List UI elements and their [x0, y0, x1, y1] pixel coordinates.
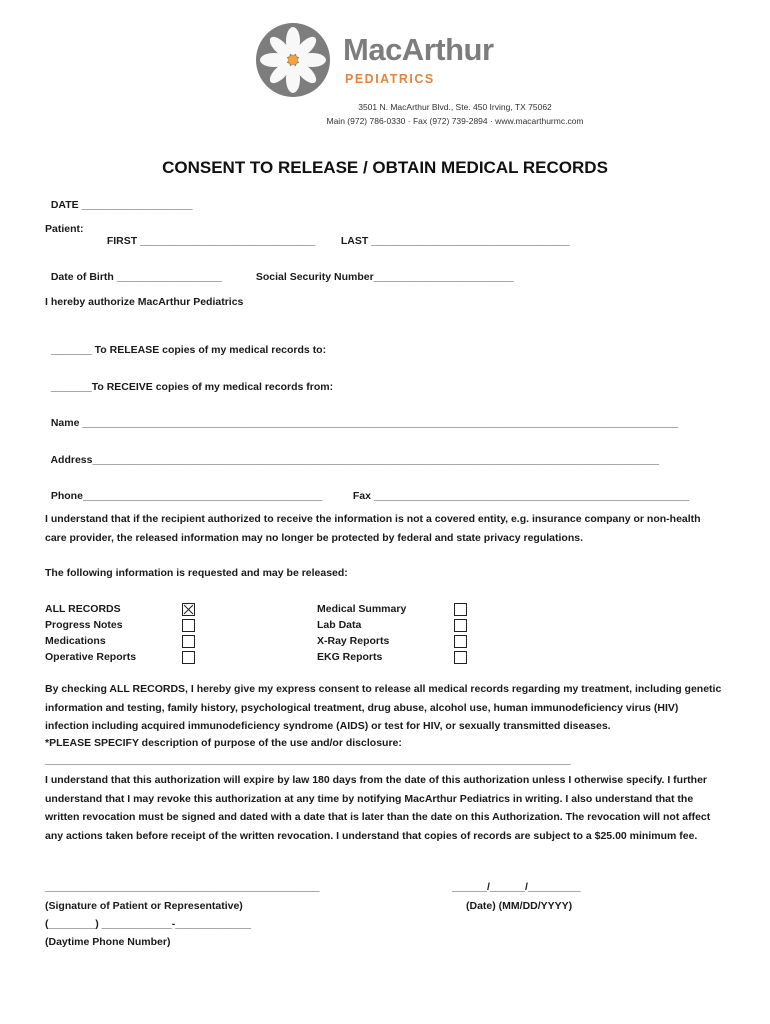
recipient-fax-field[interactable] — [347, 478, 689, 502]
date-blank[interactable]: ___________________ — [81, 199, 193, 211]
receive-option[interactable] — [45, 369, 333, 393]
date-label: DATE — [50, 199, 79, 211]
fax-blank[interactable]: ______________________________________________________ — [373, 490, 690, 502]
macarthur-logo-icon — [255, 22, 331, 98]
last-blank[interactable]: __________________________________ — [371, 235, 570, 247]
name-blank[interactable]: ______________________________________________________________________________________________________ — [82, 417, 679, 429]
daytime-phone-blank[interactable]: (________) ____________-_____________ — [45, 918, 252, 930]
checkbox-progress-notes[interactable] — [182, 619, 195, 632]
ssn-field[interactable] — [250, 259, 514, 283]
record-label-all-records: ALL RECORDS — [45, 603, 121, 615]
checkbox-xray-reports[interactable] — [454, 635, 467, 648]
checkmark-x-icon — [183, 604, 194, 615]
ssn-label: Social Security Number — [255, 271, 374, 283]
first-label: FIRST — [106, 235, 138, 247]
checkbox-all-records[interactable] — [182, 603, 195, 616]
brand-subtitle: PEDIATRICS — [345, 72, 435, 86]
name-label: Name — [50, 417, 80, 429]
checkbox-operative-reports[interactable] — [182, 651, 195, 664]
checkbox-lab-data[interactable] — [454, 619, 467, 632]
requested-info-text: The following information is requested and may be released: — [45, 567, 348, 579]
dob-blank[interactable]: __________________ — [116, 271, 222, 283]
authorize-text: I hereby authorize MacArthur Pediatrics — [45, 296, 244, 308]
address-line-2: Main (972) 786-0330 · Fax (972) 739-2894 · www.macarthurmc.com — [326, 116, 584, 126]
record-label-medications: Medications — [45, 635, 106, 647]
signature-date-label: (Date) (MM/DD/YYYY) — [466, 900, 573, 912]
phone-label: Phone — [50, 490, 83, 502]
address-label: Address — [50, 454, 93, 466]
first-name-field[interactable] — [101, 223, 315, 247]
record-label-progress-notes: Progress Notes — [45, 619, 123, 631]
record-label-ekg-reports: EKG Reports — [317, 651, 383, 663]
release-text: To RELEASE copies of my medical records to: — [94, 344, 327, 356]
signature-date-blank[interactable]: ______/______/_________ — [452, 881, 581, 893]
brand-name: MacArthur — [343, 32, 494, 67]
date-field[interactable] — [45, 187, 193, 211]
record-label-medical-summary: Medical Summary — [317, 603, 407, 615]
receive-blank[interactable]: _______ — [50, 381, 92, 393]
expiration-revocation-text: I understand that this authorization will expire by law 180 days from the date of this authorization unless I otherwise specify. I further understand that I may revoke this authorization at any time by notifying MacArthur Pediatrics in writing. I also understand that the written revocation must be signed and dated with a date that is later than the date on this Authorization. The revocation will not affect any actions taken before receipt of the written revocation. I understand that copies of records are subject to a $25.00 minimum fee. — [45, 774, 711, 842]
first-blank[interactable]: ______________________________ — [140, 235, 316, 247]
patient-label: Patient: — [45, 223, 84, 235]
covered-entity-notice: I understand that if the recipient authorized to receive the information is not a covered entity, e.g. insurance company or non-health care provider, the released information may no longer be protected by federal and state privacy regulations. — [45, 513, 701, 544]
dob-field[interactable] — [45, 259, 222, 283]
address-blank[interactable]: _________________________________________________________________________________________________ — [92, 454, 659, 466]
signature-label: (Signature of Patient or Representative) — [45, 900, 243, 912]
release-blank[interactable]: _______ — [50, 344, 92, 356]
record-label-lab-data: Lab Data — [317, 619, 362, 631]
checkbox-medications[interactable] — [182, 635, 195, 648]
specify-purpose-blank[interactable]: __________________________________________________________________________________________ — [45, 754, 571, 766]
specify-purpose-text: *PLEASE SPECIFY description of purpose of the use and/or disclosure: — [45, 737, 402, 749]
page-title: CONSENT TO RELEASE / OBTAIN MEDICAL RECORDS — [162, 158, 608, 177]
last-name-field[interactable] — [335, 223, 570, 247]
daytime-phone-label: (Daytime Phone Number) — [45, 936, 171, 948]
all-records-consent-text: By checking ALL RECORDS, I hereby give my express consent to release all medical records regarding my treatment, including genetic information and testing, family history, psychological treatment, drug abuse, alcohol use, human immunodeficiency virus (HIV) infection including acquired immunodeficiency syndrome (AIDS) or test for HIV, or sexually transmitted diseases. — [45, 683, 722, 732]
release-option[interactable] — [45, 332, 326, 356]
recipient-address-field[interactable] — [45, 442, 659, 466]
signature-blank[interactable]: _______________________________________________ — [45, 881, 320, 893]
last-label: LAST — [340, 235, 369, 247]
recipient-name-field[interactable] — [45, 405, 678, 429]
receive-text: To RECEIVE copies of my medical records from: — [91, 381, 334, 393]
ssn-blank[interactable]: ________________________ — [373, 271, 514, 283]
checkbox-medical-summary[interactable] — [454, 603, 467, 616]
address-line-1: 3501 N. MacArthur Blvd., Ste. 450 Irving, TX 75062 — [358, 102, 552, 112]
dob-label: Date of Birth — [50, 271, 114, 283]
phone-blank[interactable]: _________________________________________ — [82, 490, 323, 502]
checkbox-ekg-reports[interactable] — [454, 651, 467, 664]
record-label-operative-reports: Operative Reports — [45, 651, 137, 663]
fax-label: Fax — [352, 490, 371, 502]
recipient-phone-field[interactable] — [45, 478, 322, 502]
record-label-xray-reports: X-Ray Reports — [317, 635, 390, 647]
